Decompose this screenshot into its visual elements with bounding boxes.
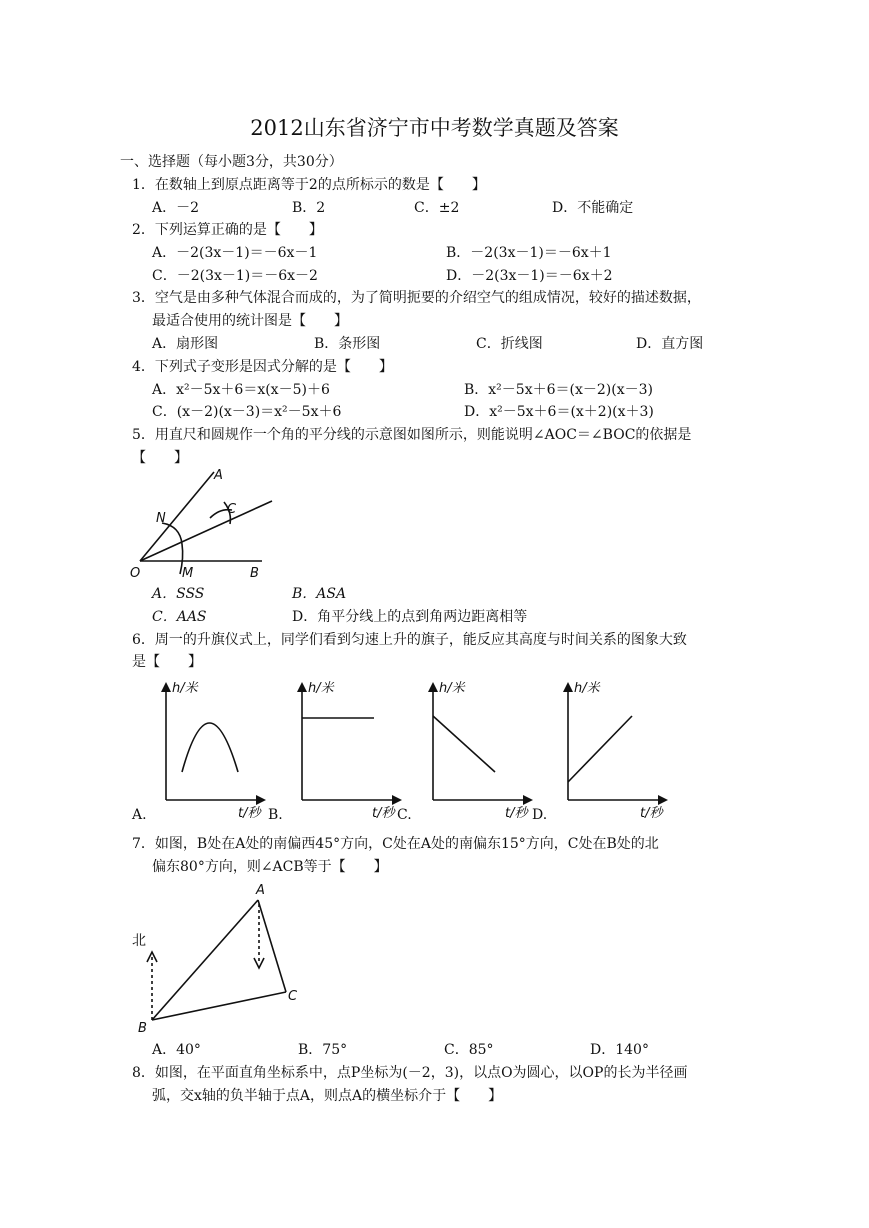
q3-stem-line1: 3．空气是由多种气体混合而成的，为了简明扼要的介绍空气的组成情况，较好的描述数据， [132, 290, 701, 306]
x-arrow [523, 795, 533, 805]
q6-graph-d [554, 678, 672, 820]
curve-parabola [182, 723, 238, 772]
q1-option-a: A．－2 [152, 200, 200, 216]
q6-stem-line1: 6．周一的升旗仪式上，同学们看到匀速上升的旗子，能反应其高度与时间关系的图象大致 [132, 632, 687, 648]
label-n: N [156, 511, 166, 526]
y-axis-label: h/米 [439, 681, 465, 696]
q2-stem: 2．下列运算正确的是【 】 [132, 222, 323, 238]
q2-option-a: A．－2(3x－1)＝－6x－1 [152, 245, 318, 261]
q5-option-c: C．AAS [152, 609, 207, 625]
x-arrow [392, 795, 402, 805]
y-axis-label: h/米 [574, 681, 600, 696]
y-axis-label: h/米 [308, 681, 334, 696]
label-c: C [227, 502, 237, 517]
ray-oc [140, 501, 272, 561]
x-axis-label: t/秒 [238, 806, 261, 821]
q7-option-c: C．85° [444, 1042, 494, 1058]
x-arrow [658, 795, 668, 805]
page-title: 2012山东省济宁市中考数学真题及答案 [250, 116, 619, 140]
q1-option-b: B．2 [292, 200, 326, 216]
label-north: 北 [132, 933, 146, 949]
section-heading: 一、选择题（每小题3分，共30分） [120, 154, 343, 170]
q7-direction-figure [126, 880, 316, 1038]
q5-option-d: D．角平分线上的点到角两边距离相等 [292, 609, 528, 625]
q5-stem-line2: 【 】 [132, 450, 188, 466]
q6-label-c: C. [397, 807, 412, 823]
y-arrow [563, 682, 573, 692]
q3-option-a: A．扇形图 [152, 336, 219, 352]
q2-option-d: D．－2(3x－1)＝－6x＋2 [446, 268, 613, 284]
q4-option-a: A．x²－5x＋6＝x(x－5)＋6 [152, 382, 330, 398]
q7-option-a: A．40° [152, 1042, 201, 1058]
q5-angle-bisector-figure [128, 466, 278, 584]
q2-option-c: C．－2(3x－1)＝－6x－2 [152, 268, 318, 284]
label-c: C [288, 989, 298, 1004]
q4-stem: 4．下列式子变形是因式分解的是【 】 [132, 359, 393, 375]
q4-option-c: C．(x－2)(x－3)＝x²－5x＋6 [152, 404, 342, 420]
q6-stem-line2: 是【 】 [132, 654, 202, 670]
ray-oa [140, 472, 214, 561]
q7-stem-line2: 偏东80°方向，则∠ACB等于【 】 [152, 859, 388, 875]
y-arrow [161, 682, 171, 692]
y-arrow [428, 682, 438, 692]
y-arrow [297, 682, 307, 692]
label-o: O [130, 566, 141, 581]
x-arrow [256, 795, 266, 805]
segment-ba [152, 900, 258, 1020]
q3-option-c: C．折线图 [476, 336, 543, 352]
segment-ac [258, 900, 286, 992]
x-axis-label: t/秒 [505, 806, 528, 821]
q5-stem-line1: 5．用直尺和圆规作一个角的平分线的示意图如图所示，则能说明∠AOC＝∠BOC的依据是 [132, 427, 692, 443]
q6-label-a: A. [132, 807, 147, 823]
y-axis-label: h/米 [172, 681, 198, 696]
q7-option-b: B．75° [298, 1042, 348, 1058]
line-increasing [568, 716, 632, 782]
q5-option-a: A．SSS [152, 586, 205, 602]
q6-graph-b [288, 678, 406, 820]
label-b: B [250, 566, 259, 581]
q8-stem-line2: 弧，交x轴的负半轴于点A，则点A的横坐标介于【 】 [152, 1088, 503, 1104]
q3-option-b: B．条形图 [314, 336, 381, 352]
label-a: A [256, 883, 265, 898]
q1-option-d: D．不能确定 [552, 200, 634, 216]
q1-stem: 1．在数轴上到原点距离等于2的点所标示的数是【 】 [132, 177, 486, 193]
line-decreasing [433, 716, 495, 772]
q3-stem-line2: 最适合使用的统计图是【 】 [152, 313, 348, 329]
q6-label-d: D. [532, 807, 548, 823]
x-axis-label: t/秒 [372, 806, 395, 821]
q3-option-d: D．直方图 [636, 336, 704, 352]
q4-option-b: B．x²－5x＋6＝(x－2)(x－3) [464, 382, 653, 398]
q7-stem-line1: 7．如图，B处在A处的南偏西45°方向，C处在A处的南偏东15°方向，C处在B处的北 [132, 836, 659, 852]
q7-option-d: D．140° [590, 1042, 649, 1058]
label-a: A [214, 468, 223, 483]
q5-option-b: B．ASA [292, 586, 347, 602]
q2-option-b: B．－2(3x－1)＝－6x＋1 [446, 245, 612, 261]
q6-graph-c [419, 678, 537, 820]
x-axis-label: t/秒 [640, 806, 663, 821]
label-m: M [182, 566, 194, 581]
q1-option-c: C．±2 [414, 200, 460, 216]
label-b: B [138, 1021, 147, 1036]
q6-label-b: B. [268, 807, 283, 823]
q8-stem-line1: 8．如图，在平面直角坐标系中，点P坐标为(－2，3)，以点O为圆心，以OP的长为半径画 [132, 1065, 688, 1081]
q4-option-d: D．x²－5x＋6＝(x＋2)(x＋3) [464, 404, 654, 420]
q6-graph-a [152, 678, 270, 820]
